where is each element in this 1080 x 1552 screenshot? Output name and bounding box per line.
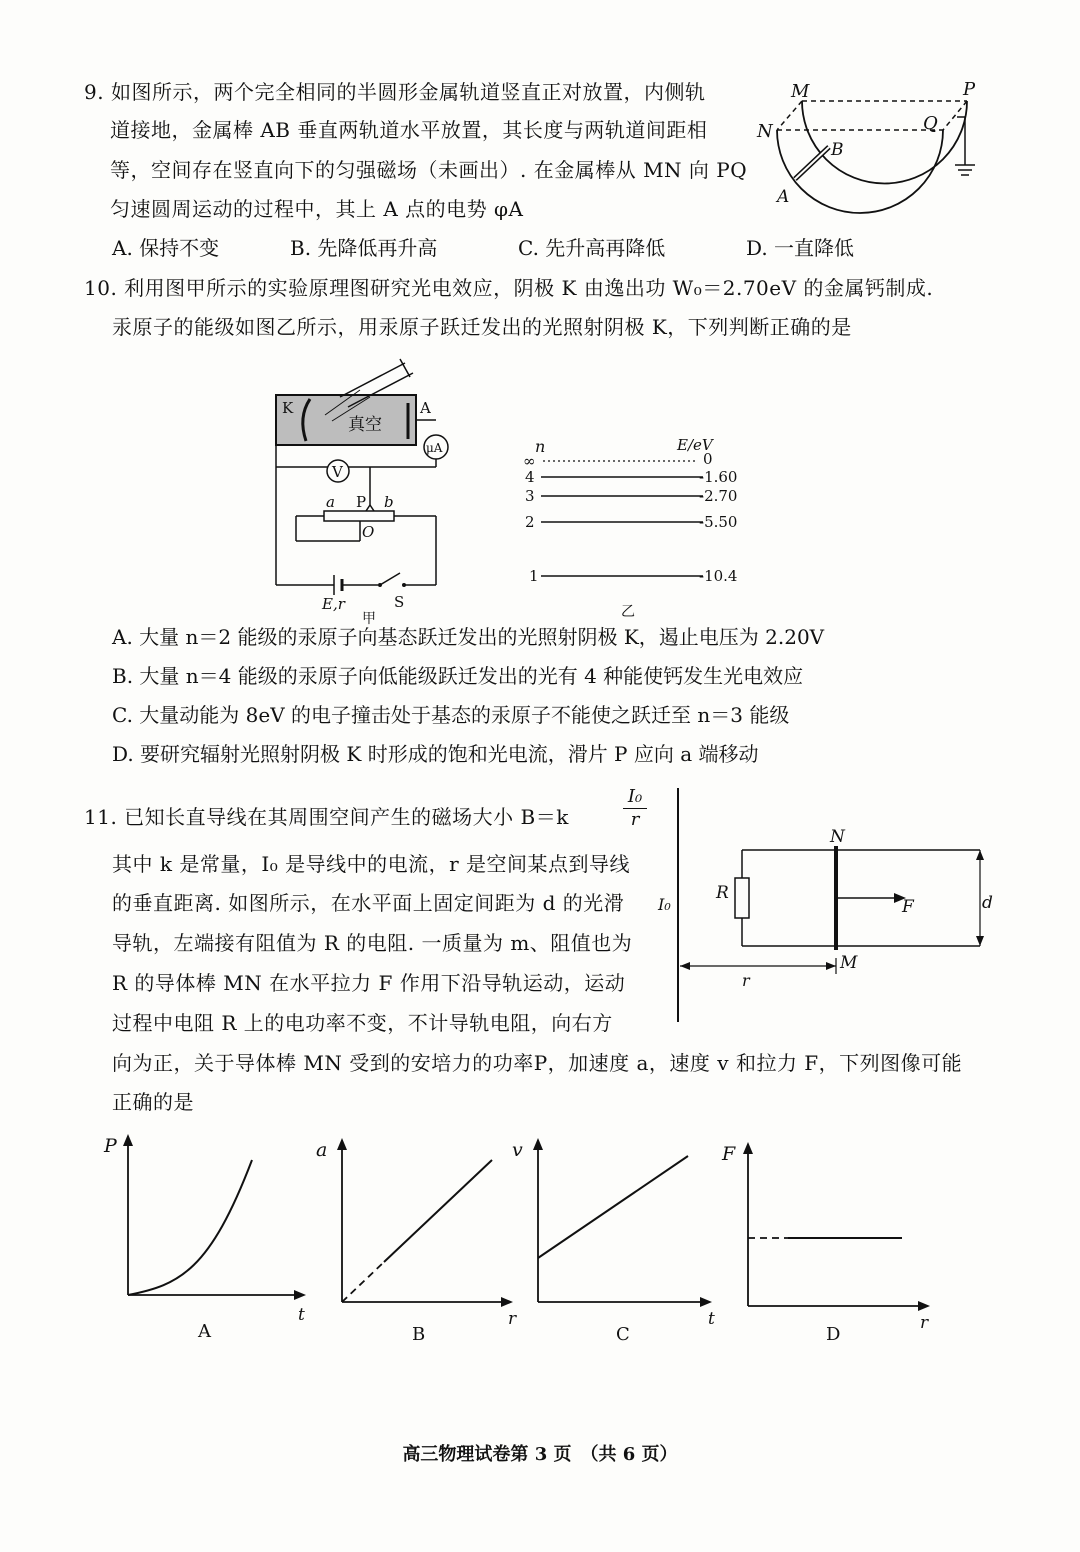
graph-a-y-label: P — [104, 1135, 117, 1157]
graph-a-x-label: t — [298, 1305, 305, 1325]
q10-voltmeter-label: V — [332, 463, 343, 481]
q11-line-8: 正确的是 — [112, 1090, 194, 1114]
graph-c-x-label: t — [708, 1309, 715, 1329]
q11-fraction-numerator: I₀ — [627, 786, 643, 807]
q9-line-1: 9. 如图所示，两个完全相同的半圆形金属轨道竖直正对放置，内侧轨 — [84, 80, 706, 104]
q9-label-b: B — [831, 140, 844, 160]
level-e-1: -10.4 — [699, 567, 738, 585]
q11-line-1: 11. 已知长直导线在其周围空间产生的磁场大小 B＝k — [84, 805, 569, 829]
level-e-2: -5.50 — [699, 513, 738, 531]
q11-line-6: 过程中电阻 R 上的电功率不变，不计导轨电阻，向右方 — [112, 1011, 613, 1035]
q10-energy-level-diagram — [515, 430, 755, 620]
q9-label-n: N — [757, 121, 773, 142]
q11-label-i0: I₀ — [658, 895, 671, 914]
graph-b-y-label: a — [316, 1139, 328, 1161]
level-e-3: -2.70 — [699, 487, 738, 505]
q11-line-4: 导轨，左端接有阻值为 R 的电阻. 一质量为 m、阻值也为 — [112, 931, 633, 955]
level-n-inf: ∞ — [523, 452, 536, 470]
q10-ammeter-label: μA — [426, 441, 443, 455]
q10-label-sa: a — [326, 493, 335, 511]
graph-b-x-label: r — [508, 1309, 517, 1329]
graph-c-caption: C — [616, 1324, 630, 1345]
level-n-4: 4 — [525, 468, 535, 486]
q10-line-2: 汞原子的能级如图乙所示，用汞原子跃迁发出的光照射阴极 K，下列判断正确的是 — [112, 315, 852, 339]
q11-line-7: 向为正，关于导体棒 MN 受到的安培力的功率P，加速度 a，速度 v 和拉力 F，下列图像可能 — [112, 1051, 963, 1075]
level-e-inf: 0 — [703, 450, 713, 468]
q11-fraction-denominator: r — [630, 809, 640, 830]
q10-caption-yi: 乙 — [621, 604, 635, 620]
q9-label-q: Q — [923, 113, 938, 134]
level-e-4: -1.60 — [699, 468, 738, 486]
q9-option-d: D. 一直降低 — [746, 236, 855, 260]
q11-fraction — [620, 786, 650, 831]
q10-circuit-figure — [270, 355, 470, 625]
q11-graph-b — [312, 1130, 522, 1345]
q11-label-r-distance: r — [742, 971, 750, 990]
level-n-1: 1 — [529, 567, 539, 585]
q9-label-p: P — [963, 79, 976, 100]
q9-label-m: M — [791, 81, 810, 102]
q10-switch-label: S — [394, 593, 405, 611]
q11-label-m: M — [840, 953, 858, 973]
q11-rail-figure — [650, 780, 1010, 1030]
q10-option-b: B. 大量 n＝4 能级的汞原子向低能级跃迁发出的光有 4 种能使钙发生光电效应 — [112, 664, 804, 688]
q11-line-2: 其中 k 是常量，I₀ 是导线中的电流，r 是空间某点到导线 — [112, 852, 631, 876]
q9-line-3: 等，空间存在竖直向下的匀强磁场（未画出）. 在金属棒从 MN 向 PQ — [110, 158, 748, 182]
q10-option-a: A. 大量 n＝2 能级的汞原子向基态跃迁发出的光照射阴极 K，遏止电压为 2.20V — [112, 625, 825, 649]
q10-tube-label: 真空 — [348, 415, 382, 435]
graph-b-caption: B — [412, 1324, 426, 1345]
q11-line-3: 的垂直距离. 如图所示，在水平面上固定间距为 d 的光滑 — [112, 891, 625, 915]
q11-label-r-resistor: R — [716, 883, 729, 903]
graph-a-caption: A — [198, 1321, 211, 1342]
graph-d-x-label: r — [920, 1313, 929, 1333]
q9-line-4: 匀速圆周运动的过程中，其上 A 点的电势 φA — [110, 197, 524, 221]
q10-option-d: D. 要研究辐射光照射阴极 K 时形成的饱和光电流，滑片 P 应向 a 端移动 — [112, 742, 759, 766]
q10-label-p: P — [356, 493, 367, 511]
q10-label-a: A — [420, 399, 431, 417]
q11-label-f: F — [902, 897, 914, 917]
q11-line-5: R 的导体棒 MN 在水平拉力 F 作用下沿导轨运动，运动 — [112, 971, 626, 995]
q10-caption-jia: 甲 — [362, 611, 376, 625]
graph-d-caption: D — [826, 1324, 841, 1345]
q10-label-sb: b — [384, 493, 394, 511]
q10-label-k: K — [282, 399, 294, 417]
q9-line-2: 道接地，金属棒 AB 垂直两轨道水平放置，其长度与两轨道间距相 — [110, 118, 708, 142]
q10-line-1: 10. 利用图甲所示的实验原理图研究光电效应，阴极 K 由逸出功 W₀＝2.70eV 的金属钙制成. — [84, 276, 934, 300]
energy-n-header: n — [535, 437, 546, 456]
q11-graph-a — [100, 1130, 310, 1345]
page-footer: 高三物理试卷第 3 页 （共 6 页） — [402, 1444, 678, 1465]
q11-graph-c — [512, 1130, 722, 1345]
energy-e-header: E/eV — [677, 436, 713, 454]
q11-graph-d — [720, 1130, 940, 1345]
q11-label-d: d — [982, 893, 993, 913]
q9-label-a: A — [777, 187, 790, 207]
q9-figure — [755, 75, 995, 225]
q10-label-o: O — [362, 523, 375, 541]
q11-label-n: N — [830, 827, 845, 847]
q10-source-label: E,r — [322, 595, 345, 613]
q10-option-c: C. 大量动能为 8eV 的电子撞击处于基态的汞原子不能使之跃迁至 n＝3 能级 — [112, 703, 790, 727]
level-n-2: 2 — [525, 513, 535, 531]
q9-option-a: A. 保持不变 — [112, 236, 220, 260]
q9-option-c: C. 先升高再降低 — [518, 236, 666, 260]
graph-c-y-label: v — [512, 1139, 523, 1161]
graph-d-y-label: F — [722, 1143, 736, 1165]
level-n-3: 3 — [525, 487, 535, 505]
q9-option-b: B. 先降低再升高 — [290, 236, 438, 260]
